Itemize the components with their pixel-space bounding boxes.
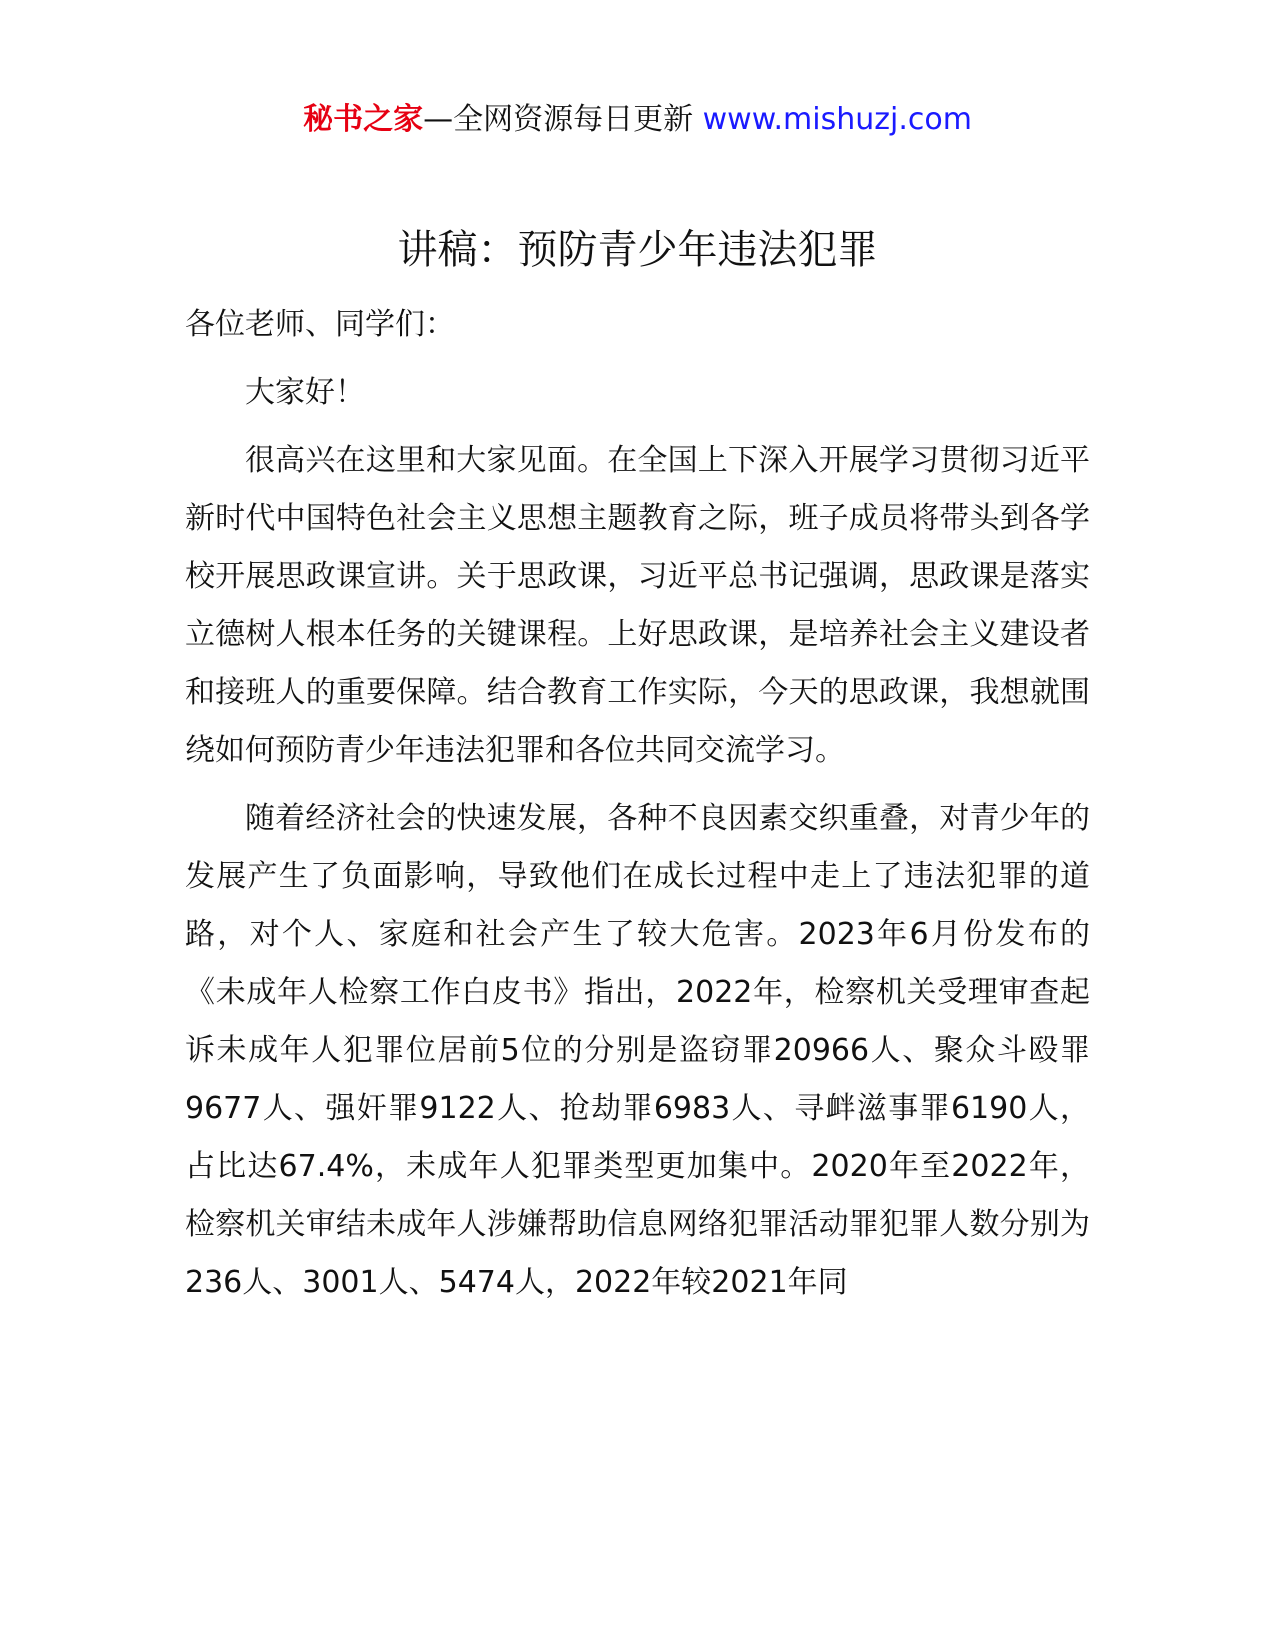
site-header xyxy=(0,100,1275,140)
salutation: 各位老师、同学们： xyxy=(185,307,455,342)
paragraph-intro: 很高兴在这里和大家见面。在全国上下深入开展学习贯彻习近平新时代中国特色社会主义思想主题教育之际，班子成员将带头到各学校开展思政课宣讲。关于思政课，习近平总书记强调，思政课是落实立德树人根本任务的关键课程。上好思政课，是培养社会主义建设者和接班人的重要保障。结合教育工作实际，今天的思政课，我想就围绕如何预防青少年违法犯罪和各位共同交流学习。 xyxy=(185,443,1090,768)
site-brand: 秘书之家 xyxy=(303,102,424,137)
site-tagline: —全网资源每日更新 xyxy=(423,102,694,137)
paragraph-greeting: 大家好！ xyxy=(245,375,365,410)
document-body xyxy=(185,296,1090,1312)
paragraph-statistics: 随着经济社会的快速发展，各种不良因素交织重叠，对青少年的发展产生了负面影响，导致他们在成长过程中走上了违法犯罪的道路，对个人、家庭和社会产生了较大危害。2023年6月份发布的《未成年人检察工作白皮书》指出，2022年，检察机关受理审查起诉未成年人犯罪位居前5位的分别是盗窃罪20966人、聚众斗殴罪9677人、强奸罪9122人、抢劫罪6983人、寻衅滋事罪6190人，占比达67.4%，未成年人犯罪类型更加集中。2020年至2022年，检察机关审结未成年人涉嫌帮助信息网络犯罪活动罪犯罪人数分别为236人、3001人、5474人，2022年较2021年同 xyxy=(185,801,1090,1300)
site-url-link[interactable]: www.mishuzj.com xyxy=(702,102,972,137)
document-title: 讲稿：预防青少年违法犯罪 xyxy=(397,227,878,273)
